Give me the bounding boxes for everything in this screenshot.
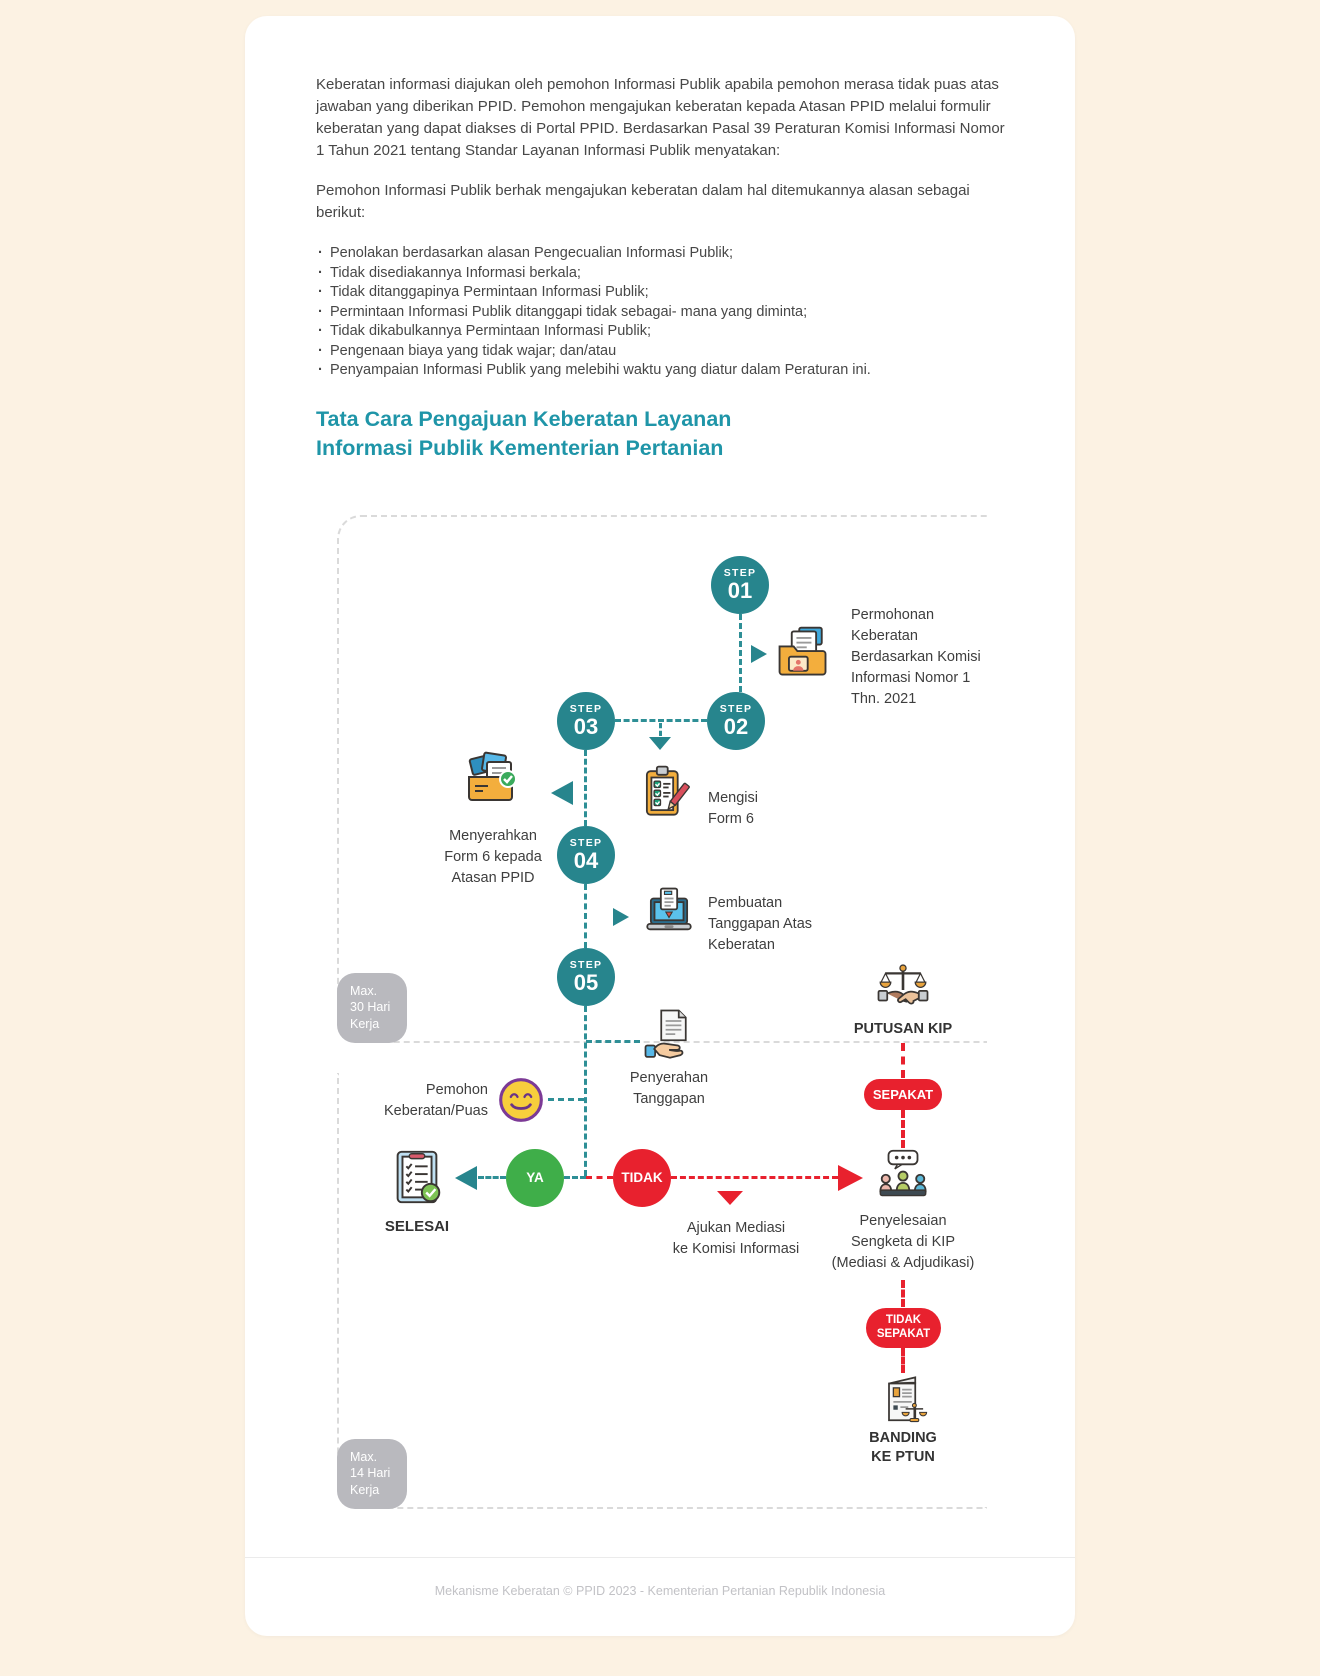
connector-form6-branch xyxy=(659,723,662,736)
list-item: · Pengenaan biaya yang tidak wajar; dan/atau xyxy=(316,342,1007,362)
reason-list xyxy=(316,244,1007,381)
footer xyxy=(245,1557,1075,1636)
connector-sepakat-penyelesaian xyxy=(901,1110,905,1148)
step-word: STEP xyxy=(569,703,603,715)
step-03-label: Menyerahkan Form 6 kepada Atasan PPID xyxy=(444,827,542,886)
step-01-title: Permohonan Keberatan xyxy=(851,606,935,644)
laptop-response-icon xyxy=(640,884,698,942)
decision-label: YA xyxy=(526,1170,544,1185)
page-card xyxy=(245,16,1075,1636)
step-01-desc: Berdasarkan Komisi Informasi Nomor 1 Thn. 2021 xyxy=(851,648,981,707)
connector-penyerahan-branch xyxy=(586,1040,640,1043)
step-number: 04 xyxy=(573,848,599,873)
banding-ptun-document-scales-icon xyxy=(875,1373,931,1429)
step-number: 01 xyxy=(727,578,753,603)
connector-putusan-sepakat xyxy=(901,1043,905,1078)
decision-ya xyxy=(506,1149,564,1207)
flowchart xyxy=(245,485,1075,1515)
pemohon-label: Pemohon Keberatan/Puas xyxy=(384,1081,488,1119)
penyelesaian-label: Penyelesaian Sengketa di KIP (Mediasi & Adjudikasi) xyxy=(831,1212,975,1271)
ajukan-mediasi-label: Ajukan Mediasi ke Komisi Informasi xyxy=(672,1219,800,1257)
step-01-circle xyxy=(711,556,769,614)
step-02-circle xyxy=(707,692,765,750)
connector-tidaksepakat-banding xyxy=(901,1348,905,1373)
step-05-label: Penyerahan Tanggapan xyxy=(629,1069,709,1107)
selesai-label: SELESAI xyxy=(384,1217,450,1235)
list-item: · Permintaan Informasi Publik ditanggapi tidak sebagai- mana yang diminta; xyxy=(316,303,1007,323)
arrow-right-icon xyxy=(613,908,629,926)
connector-tidak-kip xyxy=(671,1176,838,1179)
connector-step2-step3 xyxy=(615,719,707,722)
form6-checklist-icon xyxy=(636,763,694,821)
duration-badge-30-days: Max. 30 Hari Kerja xyxy=(337,973,407,1043)
footer-text: Mekanisme Keberatan © PPID 2023 - Kementerian Pertanian Republik Indonesia xyxy=(434,1583,886,1598)
sepakat-badge: SEPAKAT xyxy=(864,1079,942,1110)
selesai-checklist-icon xyxy=(386,1146,448,1208)
decision-tidak xyxy=(613,1149,671,1207)
step-number: 02 xyxy=(723,714,749,739)
list-item: · Tidak ditanggapinya Permintaan Informasi Publik; xyxy=(316,283,1007,303)
step-number: 05 xyxy=(573,970,599,995)
step-word: STEP xyxy=(569,959,603,971)
intro-section xyxy=(245,74,1075,463)
duration-badge-14-days: Max. 14 Hari Kerja xyxy=(337,1439,407,1509)
connector-step1-step2 xyxy=(739,614,742,692)
step-word: STEP xyxy=(723,567,757,579)
step-02-label: Mengisi Form 6 xyxy=(708,789,758,827)
connector-step5-decision xyxy=(584,1006,587,1176)
complaint-folder-icon xyxy=(773,622,833,682)
tidak-sepakat-badge: TIDAK SEPAKAT xyxy=(866,1308,941,1348)
connector-penyelesaian-tidaksepakat xyxy=(901,1280,905,1307)
intro-paragraph-1: Keberatan informasi diajukan oleh pemohon Informasi Publik apabila pemohon merasa tidak puas atas jawaban yang diberikan PPID. Pemohon mengajukan keberatan kepada Atasan PPID melalui formulir keberatan yang dapat diakses di Portal PPID. Berdasarkan Pasal 39 Peraturan Komisi Informasi Nomor 1 Tahun 2021 tentang Standar Layanan Informasi Publik menyatakan: xyxy=(316,76,1005,159)
intro-paragraph-2: Pemohon Informasi Publik berhak mengajukan keberatan dalam hal ditemukannya alasan sebagai berikut: xyxy=(316,182,970,221)
step-word: STEP xyxy=(719,703,753,715)
list-item: · Tidak dikabulkannya Permintaan Informasi Publik; xyxy=(316,322,1007,342)
step-word: STEP xyxy=(569,837,603,849)
putusan-kip-label: PUTUSAN KIP xyxy=(853,1020,953,1037)
connector-junction-ya xyxy=(564,1176,586,1179)
list-item: · Penolakan berdasarkan alasan Pengecualian Informasi Publik; xyxy=(316,244,1007,264)
connector-step4-step5 xyxy=(584,884,587,948)
page-title: Tata Cara Pengajuan Keberatan Layanan Informasi Publik Kementerian Pertanian xyxy=(316,406,732,460)
connector-step3-step4 xyxy=(584,750,587,826)
hand-document-icon xyxy=(642,1007,698,1063)
smiley-face-icon xyxy=(496,1075,546,1125)
arrow-right-red-icon xyxy=(838,1165,863,1191)
arrow-down-icon xyxy=(649,737,671,750)
connector-ya-selesai xyxy=(478,1176,506,1179)
arrow-right-icon xyxy=(751,645,767,663)
list-item: · Penyampaian Informasi Publik yang melebihi waktu yang diatur dalam Peraturan ini. xyxy=(316,361,1007,381)
putusan-kip-scales-handshake-icon xyxy=(875,962,931,1018)
step-05-circle xyxy=(557,948,615,1006)
step-04-label: Pembuatan Tanggapan Atas Keberatan xyxy=(708,894,813,953)
submit-folder-check-icon xyxy=(461,749,525,813)
connector-junction-tidak xyxy=(586,1176,613,1179)
connector-pemohon-branch xyxy=(548,1098,584,1101)
banding-label: BANDING KE PTUN xyxy=(869,1429,937,1465)
arrow-down-red-icon xyxy=(717,1191,743,1205)
arrow-left-icon xyxy=(551,781,573,805)
mediation-meeting-icon xyxy=(874,1148,932,1206)
list-item: · Tidak disediakannya Informasi berkala; xyxy=(316,264,1007,284)
decision-label: TIDAK xyxy=(621,1170,663,1185)
step-03-circle xyxy=(557,692,615,750)
step-number: 03 xyxy=(573,714,599,739)
arrow-left-icon xyxy=(455,1166,477,1190)
step-01-label xyxy=(851,605,1001,710)
